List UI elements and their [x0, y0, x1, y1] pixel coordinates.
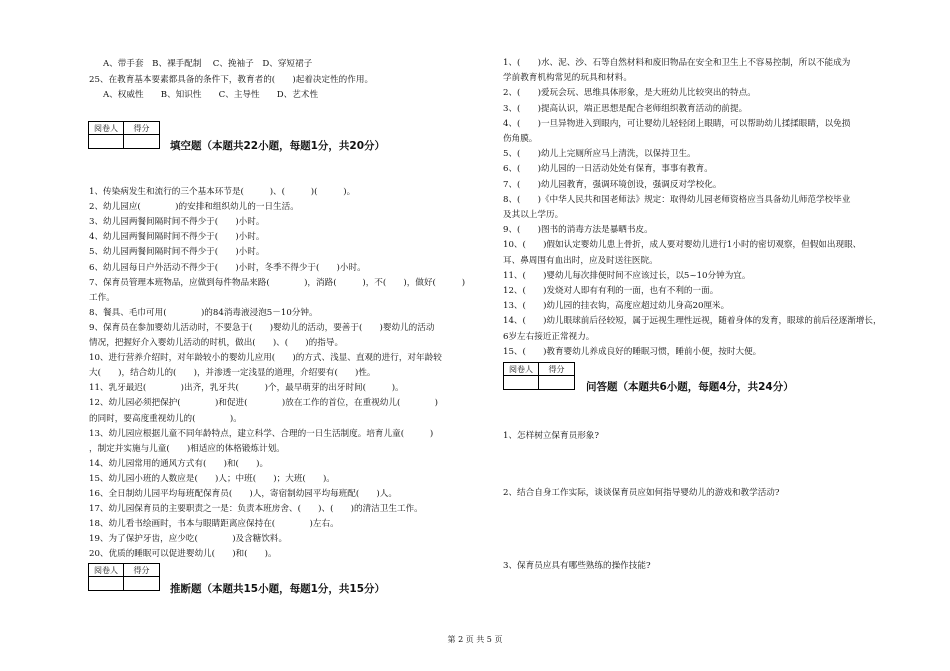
fill-question-line: 16、全日制幼儿园平均每班配保育员( )人，寄宿制幼园平均每班配( )人。: [89, 489, 397, 499]
score-label: 得分: [124, 564, 159, 577]
score-box: [503, 362, 575, 390]
judge-question-line: 9、( )图书的消毒方法是暴晒书皮。: [503, 225, 653, 236]
fill-question-line: 19、为了保护牙齿，应少吃( )及含糖饮料。: [89, 534, 288, 545]
score-box: [88, 563, 160, 591]
judge-question-line: 13、( )幼儿园的挂衣钩，高度应超过幼儿身高20厘米。: [503, 301, 730, 312]
fill-question-line: 12、幼儿园必须把保护( )和促进( )放在工作的首位，在重视幼儿( ): [89, 398, 439, 409]
fill-question-line: 工作。: [89, 292, 115, 303]
judge-question-line: 6、( )幼儿园的一日活动处处有保育，事事有教育。: [503, 164, 713, 175]
option-line: A、带手套 B、裸手配制 C、挽袖子 D、穿短裙子: [103, 59, 313, 69]
scorer-cell: [89, 577, 124, 590]
fill-question-line: 18、幼儿看书绘画时，书本与眼睛距离应保持在( )左右。: [89, 519, 339, 530]
fill-question-line: 10、进行营养介绍时，对年龄较小的婴幼儿应用( )的方式、浅显、直观的进行，对年龄较: [89, 353, 442, 364]
judge-question-line: 14、( )幼儿眼球前后径较短，属于远视生理性远视，随着身体的发育，眼球的前后径逐渐增长，: [503, 316, 882, 327]
fill-question-line: 20、优质的睡眠可以促进婴幼儿( )和( )。: [89, 549, 277, 560]
fill-question-line: 15、幼儿园小班的人数应是( )人；中班( )；大班( )。: [89, 473, 335, 484]
fill-question-line: 5、幼儿园两餐间隔时间不得少于( )小时。: [89, 247, 265, 258]
score-cell: [539, 376, 574, 389]
fill-question-line: 14、幼儿园常用的通风方式有( )和( )。: [89, 458, 269, 469]
judge-question-line: 15、( )教育婴幼儿养成良好的睡眠习惯，睡前小便，按时大便。: [503, 346, 762, 357]
fill-question-line: 7、保育员管理本班物品，应做到每件物品来路( )，消路( )，不( )，做好( ): [89, 277, 466, 288]
scorer-label: 阅卷人: [89, 564, 124, 577]
scorer-cell: [89, 135, 124, 148]
judge-question-line: 7、( )幼儿园教育，强调环境创设，强调反对学校化。: [503, 179, 722, 190]
score-cell: [124, 577, 159, 590]
judge-question-line: 5、( )幼儿上完厕所应马上清洗，以保持卫生。: [503, 149, 696, 160]
fill-question-line: ，制定并实施与儿童( )相适应的体格锻炼计划。: [89, 443, 285, 454]
fill-question-line: 情况，把握好介入婴幼儿活动的时机，做出( )、( )的指导。: [89, 338, 344, 348]
scorer-cell: [504, 376, 539, 389]
judge-question-line: 12、( )发烧对人即有有利的一面，也有不利的一面。: [503, 286, 719, 296]
fill-question-line: 3、幼儿园两餐间隔时间不得少于( )小时。: [89, 217, 265, 228]
scorer-label: 阅卷人: [89, 122, 124, 135]
score-label: 得分: [539, 363, 574, 376]
judge-question-line: 11、( )婴幼儿每次排便时间不应该过长，以5~10分钟为宜。: [503, 270, 751, 281]
judge-question-line: 伤角膜。: [503, 134, 538, 144]
qa-question: 2、结合自身工作实际，谈谈保育员应如何指导婴幼儿的游戏和教学活动?: [503, 488, 780, 498]
fill-question-line: 的同时，要高度重视幼儿的( )。: [89, 413, 242, 424]
fill-question-line: 13、幼儿园应根据儿童不同年龄特点，建立科学、合理的一日生活制度。培育儿童( ): [89, 428, 434, 439]
score-label: 得分: [124, 122, 159, 135]
score-box: [88, 121, 160, 149]
judge-question-line: 4、( )一旦异物进入到眼内，可让婴幼儿轻轻闭上眼睛，可以帮助幼儿揉揉眼睛，以免损: [503, 118, 851, 129]
section-title-qa: 问答题（本题共6小题，每题4分，共24分）: [586, 381, 794, 393]
fill-question-line: 大( )，结合幼儿的( )，并渗透一定浅显的道理，介绍要有( )性。: [89, 368, 376, 379]
scorer-label: 阅卷人: [504, 363, 539, 376]
qa-question: 3、保育员应具有哪些熟练的操作技能?: [503, 561, 651, 571]
qa-question: 1、怎样树立保育员形象?: [503, 431, 600, 441]
judge-question-line: 学前教育机构常见的玩具和材料。: [503, 73, 632, 84]
judge-question-line: 8、( )《中华人民共和国老师法》规定：取得幼儿园老师资格应当具备幼儿师范学校毕业: [503, 194, 851, 205]
option-line: A、权威性 B、知识性 C、主导性 D、艺术性: [103, 90, 319, 100]
fill-question-line: 2、幼儿园应( )的安排和组织幼儿的一日生活。: [89, 202, 299, 213]
judge-question-line: 10、( )假如认定婴幼儿患上骨折，成人要对婴幼儿进行1小时的密切观察，但假如出现眼、: [503, 240, 862, 251]
fill-question-line: 6、幼儿园每日户外活动不得少于( )小时，冬季不得少于( )小时。: [89, 262, 366, 273]
judge-question-line: 3、( )提高认识，端正思想是配合老师组织教育活动的前提。: [503, 103, 748, 114]
fill-question-line: 9、保育员在参加婴幼儿活动时，不要急于( )婴幼儿的活动，要善于( )婴幼儿的活动: [89, 322, 435, 333]
fill-question-line: 17、幼儿园保育员的主要职责之一是：负责本班房舍、( )、( )的清洁卫生工作。: [89, 504, 423, 515]
fill-question-line: 11、乳牙最迟( )出齐，乳牙共( )个，最早萌芽的出牙时间( )。: [89, 383, 404, 394]
fill-question-line: 1、传染病发生和流行的三个基本环节是( )、( )( )。: [89, 187, 356, 197]
question-line: 25、在教育基本要素都具备的条件下，教育者的( )起着决定性的作用。: [89, 75, 374, 85]
score-cell: [124, 135, 159, 148]
section-title-judge: 推断题（本题共15小题，每题1分，共15分）: [170, 583, 386, 595]
judge-question-line: 耳、鼻周围有血出时，应及时送往医院。: [503, 255, 658, 266]
fill-question-line: 4、幼儿园两餐间隔时间不得少于( )小时。: [89, 232, 265, 243]
judge-question-line: 1、( )水、泥、沙、石等自然材料和废旧物品在安全和卫生上不容易控制，所以不能成为: [503, 58, 851, 68]
judge-question-line: 2、( )爱玩会玩、思维具体形象，是大班幼儿比较突出的特点。: [503, 88, 756, 99]
judge-question-line: 6岁左右接近正常视力。: [503, 331, 595, 342]
section-title-fill: 填空题（本题共22小题，每题1分，共20分）: [170, 140, 386, 152]
fill-question-line: 8、餐具、毛巾可用( )的84消毒液浸泡5－10分钟。: [89, 307, 318, 318]
judge-question-line: 及其以上学历。: [503, 210, 564, 220]
page-footer: 第 2 页 共 5 页: [447, 635, 503, 644]
